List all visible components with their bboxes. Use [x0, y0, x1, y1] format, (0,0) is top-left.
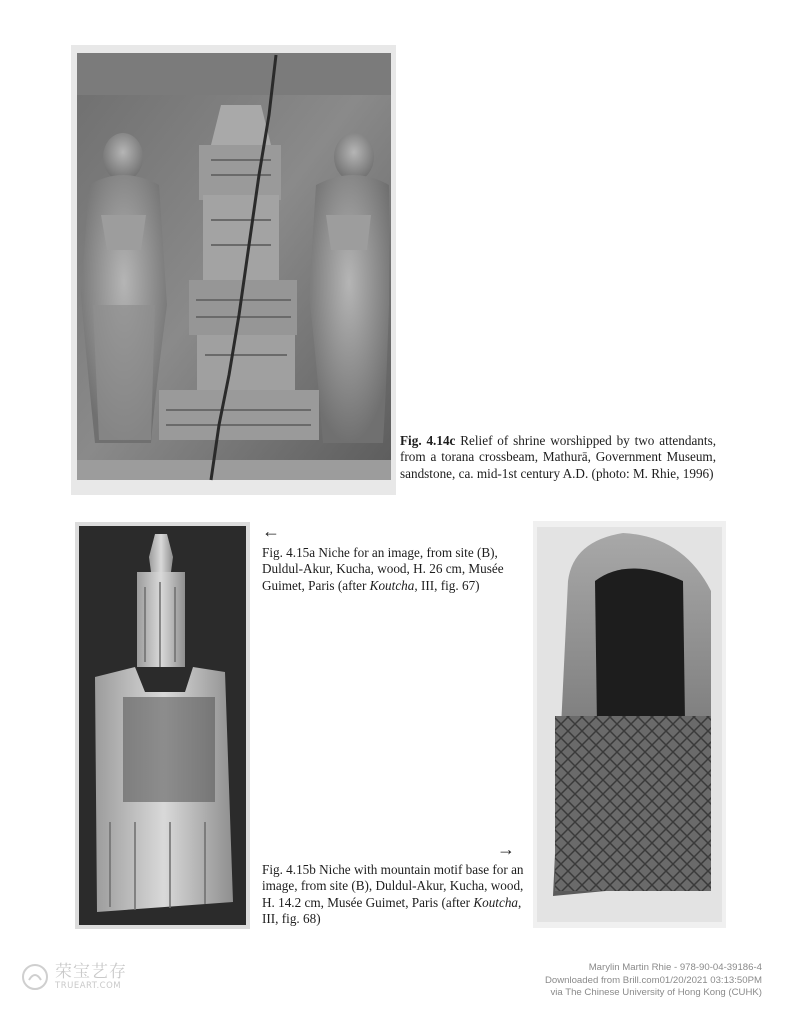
fig-4-14c-number: Fig. 4.14c — [400, 433, 456, 448]
fig-4-15b-caption — [262, 862, 524, 928]
fig-4-15b-arrow: → — [497, 839, 515, 859]
fig-4-15a-text-post: , III, fig. 67) — [414, 577, 480, 593]
fig-4-14c-caption — [400, 433, 716, 482]
fig-4-15a-caption — [262, 545, 524, 594]
footer-line-3: via The Chinese University of Hong Kong (CUHK) — [550, 987, 762, 999]
niche-photo-a — [75, 522, 250, 929]
watermark — [20, 962, 127, 992]
relief-photo — [71, 45, 396, 495]
fig-4-15b-text-pre: Niche with mountain motif base for an image, from site (B), Duldul-Akur, Kucha, wood, H. 14.2 cm, Musée Guimet, Paris (after — [262, 862, 524, 910]
fig-4-15b-number: Fig. 4.15b — [262, 862, 316, 877]
download-footer — [545, 962, 762, 1000]
watermark-logo-icon — [20, 962, 50, 992]
footer-line-2: Downloaded from Brill.com01/20/2021 03:13:50PM — [544, 974, 762, 986]
fig-4-15a-number: Fig. 4.15a — [262, 545, 316, 560]
fig-4-15b-text-post: , III, fig. 68) — [262, 894, 522, 927]
fig-4-15a-text-pre: Niche for an image, from site (B), Duldul-Akur, Kucha, wood, H. 26 cm, Musée Guimet, Paris (after — [262, 545, 504, 593]
watermark-title: 荣宝艺存 — [55, 962, 127, 982]
fig-4-15a-arrow: ← — [262, 521, 280, 541]
fig-4-15b-italic: Koutcha — [473, 894, 519, 910]
niche-photo-b — [533, 521, 726, 928]
footer-line-1: Marylin Martin Rhie - 978-90-04-39186-4 — [588, 962, 762, 973]
fig-4-15a-italic: Koutcha — [369, 577, 415, 593]
watermark-subtitle: TRUEART.COM — [55, 981, 122, 991]
fig-4-14c-text: Relief of shrine worshipped by two attendants, from a torana crossbeam, Mathurā, Government Museum, sandstone, ca. mid-1st century A.D. (photo: M. Rhie, 1996) — [400, 433, 716, 481]
